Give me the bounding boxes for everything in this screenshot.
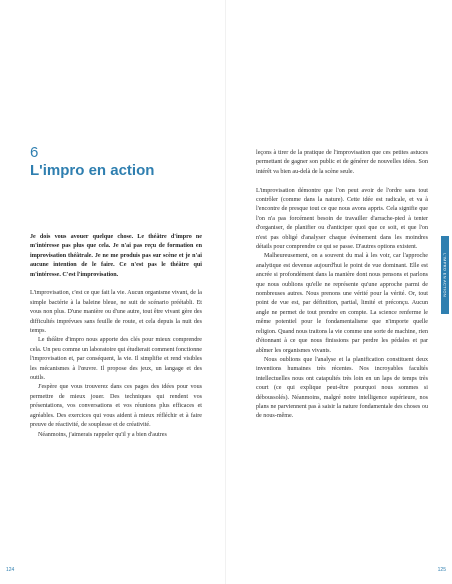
- chapter-side-tab: [441, 236, 449, 314]
- body-paragraph: leçons à tirer de la pratique de l'improvisation que ces petites astuces permettant de gagner son public et de générer de nouvelles idées. Son intérêt va bien au-delà de la scène seule.: [256, 150, 428, 175]
- body-paragraph: Néanmoins, j'aimerais rappeler qu'il y a bien d'autres: [38, 431, 167, 438]
- body-paragraph: J'espère que vous trouverez dans ces pages des idées pour vous permettre de mieux jouer. Des techniques qui rendent vos présentations, vos conversations et vos réunions plus efficaces et agréables. Des exercices qui vous aident à mieux réfléchir et à faire preuve de réactivité, de souplesse et de créativité.: [30, 384, 202, 429]
- body-paragraph: Malheureusement, on a souvent du mal à les voir, car l'approche analytique est devenue aujourd'hui le point de vue dominant. Elle est ancrée si profondément dans la manière dont nous pensons et parlons que nous oublions qu'elle ne représente qu'une approche parmi de nombreuses autres. Nous prenons une vérité pour la vérité. Or, tout point de vue est, par définition, partial, limité et préconçu. Aucun angle ne permet de tout prendre en compte. La science renferme le même potentiel pour le fondamentalisme que n'importe quelle religion. Quand nous traitons la vie comme une sorte de machine, rien d'étonnant à ce que nous finissions par perdre les pédales et par abîmer les organismes vivants.: [256, 253, 428, 354]
- body-paragraph: Le théâtre d'impro nous apporte des clés pour mieux comprendre cela. Un peu comme un laboratoire qui étudierait comment fonctionne l'improvisation et, par conséquent, la vie. Il simplifie et rend visibles les mécanismes à l'œuvre. Il propose des jeux, un langage et des outils.: [30, 337, 202, 382]
- right-page: [226, 0, 452, 584]
- chapter-number: 6: [30, 144, 39, 161]
- body-paragraph: Nous oublions que l'analyse et la planification constituent deux inventions humaines très récentes. Nos incroyables facultés intellectuelles nous ont catapultés très loin en un laps de temps très court (ce qui explique peut-être pourquoi nous sommes si déboussolés). Néanmoins, malgré notre intelligence supérieure, nos plans ne parviennent pas à saisir la nature fondamentale des choses ou de nous-même.: [256, 356, 428, 420]
- body-paragraph: L'improvisation, c'est ce que fait la vie. Aucun organisme vivant, de la simple bactérie à la baleine bleue, ne suit de scénario préétabli. Et vous non plus. D'une manière ou d'une autre, tout être vivant gère des difficultés imprévues sans feuille de route, et cela depuis la nuit des temps.: [30, 290, 202, 335]
- page-number-left: 124: [6, 567, 15, 573]
- body-paragraph: L'improvisation démontre que l'on peut avoir de l'ordre sans tout contrôler (comme dans la nature). Cette idée est radicale, et va à l'encontre de presque tout ce que nous avons appris. Cela signifie que l'on n'a pas forcément besoin de travailler d'arrache-pied à tenter d'organiser, de planifier ou d'anticiper quoi que ce soit, et que l'on n'est pas obligé d'analyser chaque événement dans les moindres détails pour comprendre ce qui se passe. D'autres options existent.: [256, 187, 428, 251]
- page-number-right: 125: [437, 567, 446, 573]
- side-tab-label: L'IMPRO EN ACTION: [442, 253, 448, 297]
- right-text-column: [256, 149, 428, 422]
- chapter-title: L'impro en action: [30, 162, 155, 179]
- left-text-column: [30, 233, 202, 440]
- lead-paragraph: Je dois vous avouer quelque chose. Le théâtre d'impro ne m'intéresse pas plus que cela. Je n'ai pas reçu de formation en improvisation théâtrale. Je ne me produis pas sur scène et je n'ai aucune intention de le faire. Ce n'est pas le théâtre qui m'intéresse. C'est l'improvisation.: [30, 234, 202, 278]
